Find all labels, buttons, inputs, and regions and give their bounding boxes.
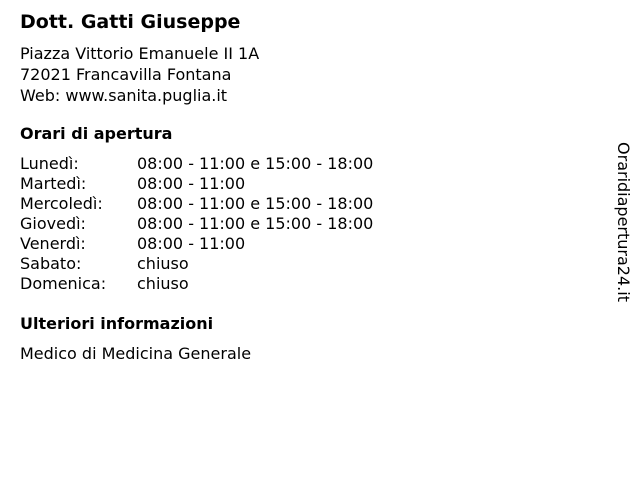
hours-value: chiuso — [137, 254, 189, 273]
opening-hours-heading: Orari di apertura — [20, 124, 173, 143]
site-watermark: Oraridiapertura24.it — [614, 142, 633, 302]
hours-row-wednesday — [20, 194, 373, 214]
hours-row-friday — [20, 234, 373, 254]
page-title: Dott. Gatti Giuseppe — [20, 11, 241, 33]
address-block — [20, 43, 259, 106]
hours-value: 08:00 - 11:00 — [137, 234, 246, 253]
hours-value: 08:00 - 11:00 e 15:00 - 18:00 — [137, 194, 374, 213]
day-label: Giovedì: — [20, 214, 86, 233]
address-city: 72021 Francavilla Fontana — [20, 65, 232, 84]
day-label: Lunedì: — [20, 154, 79, 173]
hours-row-sunday — [20, 274, 373, 294]
hours-value: 08:00 - 11:00 e 15:00 - 18:00 — [137, 154, 374, 173]
day-label: Mercoledì: — [20, 194, 103, 213]
hours-row-thursday — [20, 214, 373, 234]
hours-row-saturday — [20, 254, 373, 274]
hours-value: 08:00 - 11:00 — [137, 174, 246, 193]
hours-value: chiuso — [137, 274, 189, 293]
day-label: Domenica: — [20, 274, 107, 293]
day-label: Martedì: — [20, 174, 87, 193]
hours-row-monday — [20, 154, 373, 174]
additional-info-heading: Ulteriori informazioni — [20, 314, 214, 333]
additional-info-text: Medico di Medicina Generale — [20, 344, 252, 363]
opening-hours-table — [20, 154, 373, 294]
hours-row-tuesday — [20, 174, 373, 194]
website-text: Web: www.sanita.puglia.it — [20, 86, 228, 105]
day-label: Sabato: — [20, 254, 82, 273]
hours-value: 08:00 - 11:00 e 15:00 - 18:00 — [137, 214, 374, 233]
day-label: Venerdì: — [20, 234, 86, 253]
address-street: Piazza Vittorio Emanuele II 1A — [20, 44, 260, 63]
